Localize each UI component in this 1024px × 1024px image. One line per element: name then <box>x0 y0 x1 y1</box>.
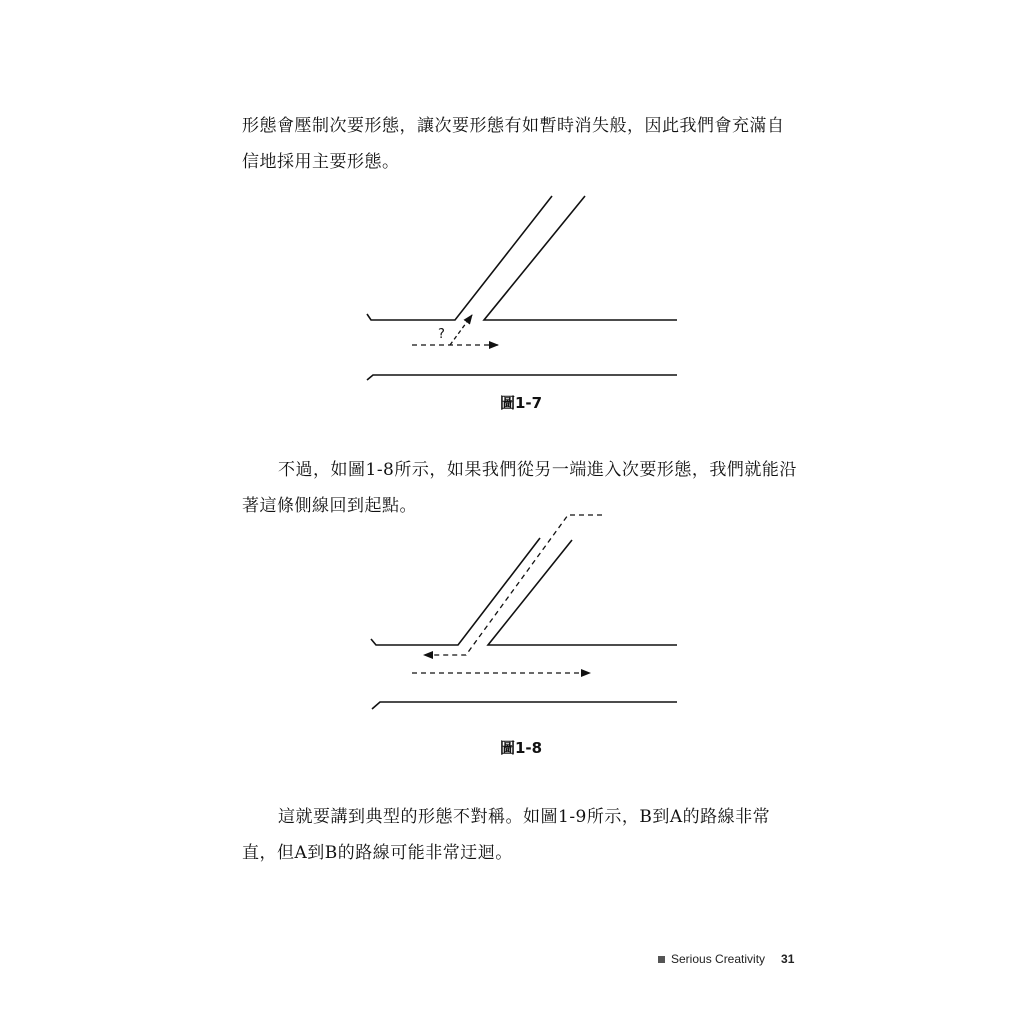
figure-1-8 <box>0 505 1024 720</box>
page-number: 31 <box>781 952 795 966</box>
road-upper-left-edge <box>367 196 552 320</box>
road-side-branch-edge <box>488 540 677 645</box>
figure-1-7-caption: 圖1-7 <box>500 394 543 412</box>
paragraph-1 <box>242 108 802 180</box>
paragraph-1-line-1: 形態會壓制次要形態，讓次要形態有如暫時消失般，因此我們會充滿自 <box>242 116 785 136</box>
figure-1-8-caption: 圖1-8 <box>500 739 543 757</box>
road-lower-edge <box>367 375 677 380</box>
figure-1-7-diagram <box>0 190 1024 390</box>
road-side-branch-edge <box>484 196 677 320</box>
paragraph-3 <box>242 799 802 871</box>
figure-1-7 <box>0 190 1024 390</box>
footer-book-title: Serious Creativity <box>671 952 766 966</box>
paragraph-2-line-1: 不過，如圖1-8所示，如果我們從另一端進入次要形態，我們就能沿 <box>278 460 797 480</box>
figure-1-8-diagram <box>0 505 1024 720</box>
paragraph-1-line-2: 信地採用主要形態。 <box>242 152 400 172</box>
paragraph-2-line-2: 著這條側線回到起點。 <box>242 496 417 516</box>
square-bullet-icon <box>658 956 665 963</box>
dashed-return-path <box>424 515 602 655</box>
page-footer <box>658 952 794 966</box>
paragraph-3-line-2: 直，但A到B的路線可能非常迂迴。 <box>242 843 513 863</box>
road-upper-left-edge <box>371 538 540 645</box>
question-mark: ? <box>438 327 445 342</box>
road-lower-edge <box>372 702 677 709</box>
paragraph-3-line-1: 這就要講到典型的形態不對稱。如圖1-9所示，B到A的路線非常 <box>278 807 771 827</box>
